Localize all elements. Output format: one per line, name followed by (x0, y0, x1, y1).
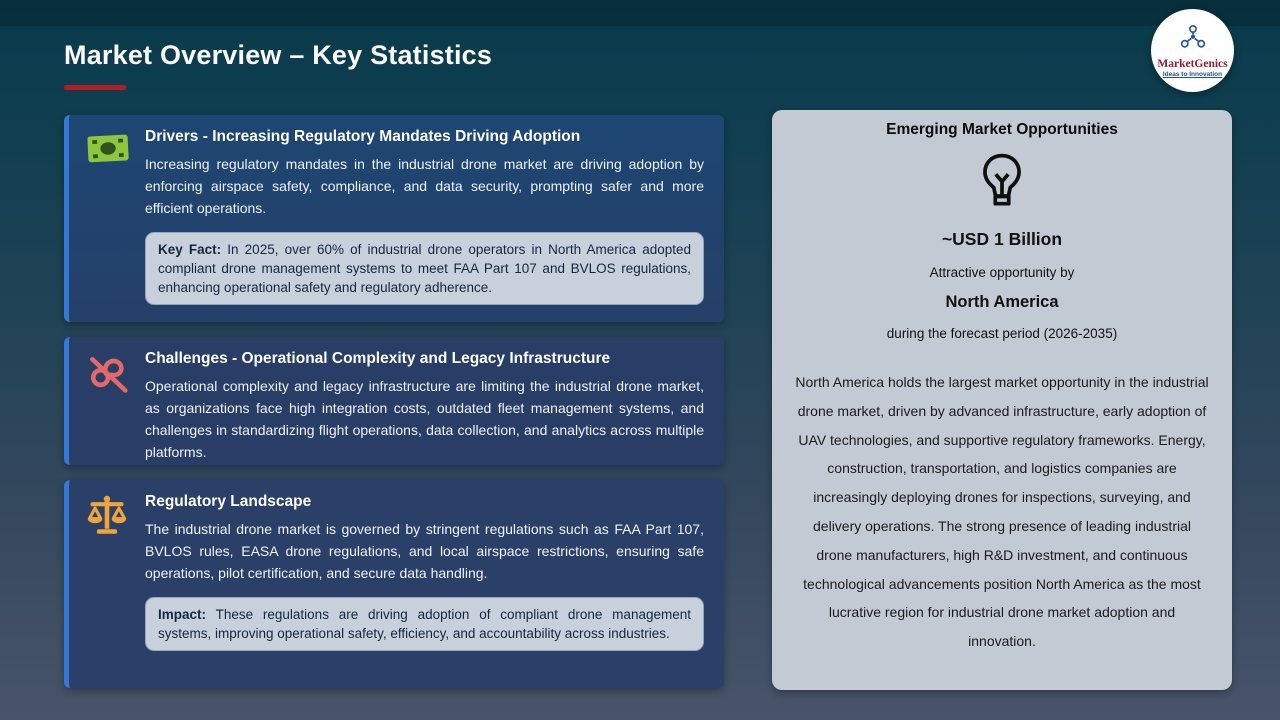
opportunity-value: ~USD 1 Billion (941, 229, 1063, 249)
opportunity-panel-title: Emerging Market Opportunities (886, 121, 1118, 138)
scales-icon (85, 493, 131, 539)
key-fact-text: In 2025, over 60% of industrial drone operators in North America adopted compliant drone management systems to meet FAA Part 107 and BVLOS regulations, enhancing operational safety and regulatory adherence. (158, 242, 691, 295)
marketgenics-logo (1151, 9, 1234, 92)
top-strip (0, 0, 1280, 26)
key-fact-label: Key Fact: (158, 242, 222, 257)
drivers-card-title: Drivers - Increasing Regulatory Mandates Driving Adoption (145, 128, 581, 145)
opportunity-description: North America holds the largest market opportunity in the industrial drone market, driven by advanced infrastructure, early adoption of UAV technologies, and supportive regulatory frameworks. Energy, construction, transportation, and logistics companies are increasingly deploying drones for inspections, surveying, and delivery operations. The strong presence of leading industrial drone manufacturers, high R&D investment, and continuous technological advancements position North America as the most lucrative region for industrial drone market adoption and innovation. (795, 374, 1209, 650)
regulatory-card (64, 480, 724, 688)
money-icon (85, 128, 131, 174)
impact-box (145, 597, 704, 651)
opportunity-region: North America (945, 293, 1059, 311)
challenges-card-body: Operational complexity and legacy infrastructure are limiting the industrial drone market, as organizations face high integration costs, outdated fleet management systems, and challenges in standardizing flight operations, data collection, and analytics across multiple platforms. (145, 378, 704, 460)
logo-tagline: Ideas to Innovation (1162, 70, 1223, 78)
key-fact-box (145, 232, 704, 305)
challenges-card (64, 337, 724, 465)
impact-text: These regulations are driving adoption of compliant drone management systems, improving operational safety, efficiency, and accountability across industries. (158, 607, 691, 641)
drivers-card (64, 115, 724, 322)
lightbulb-icon (772, 151, 1232, 213)
molecule-icon (1178, 24, 1208, 57)
logo-name: MarketGenics (1157, 57, 1228, 70)
opportunity-period: during the forecast period (2026-2035) (886, 326, 1118, 341)
title-underline (64, 85, 126, 90)
opportunity-panel (772, 110, 1232, 690)
challenges-card-title: Challenges - Operational Complexity and Legacy Infrastructure (145, 350, 611, 367)
knot-icon (85, 350, 131, 396)
opportunity-subtitle: Attractive opportunity by (929, 265, 1075, 280)
drivers-card-body: Increasing regulatory mandates in the industrial drone market are driving adoption by enforcing airspace safety, compliance, and data security, prompting safer and more efficient operations. (145, 156, 704, 216)
impact-label: Impact: (158, 607, 207, 622)
regulatory-card-body: The industrial drone market is governed by stringent regulations such as FAA Part 107, BVLOS rules, EASA drone regulations, and local airspace restrictions, ensuring safe operations, pilot certification, and secure data handling. (145, 521, 704, 581)
regulatory-card-title: Regulatory Landscape (145, 493, 312, 510)
page-title: Market Overview – Key Statistics (64, 40, 493, 70)
